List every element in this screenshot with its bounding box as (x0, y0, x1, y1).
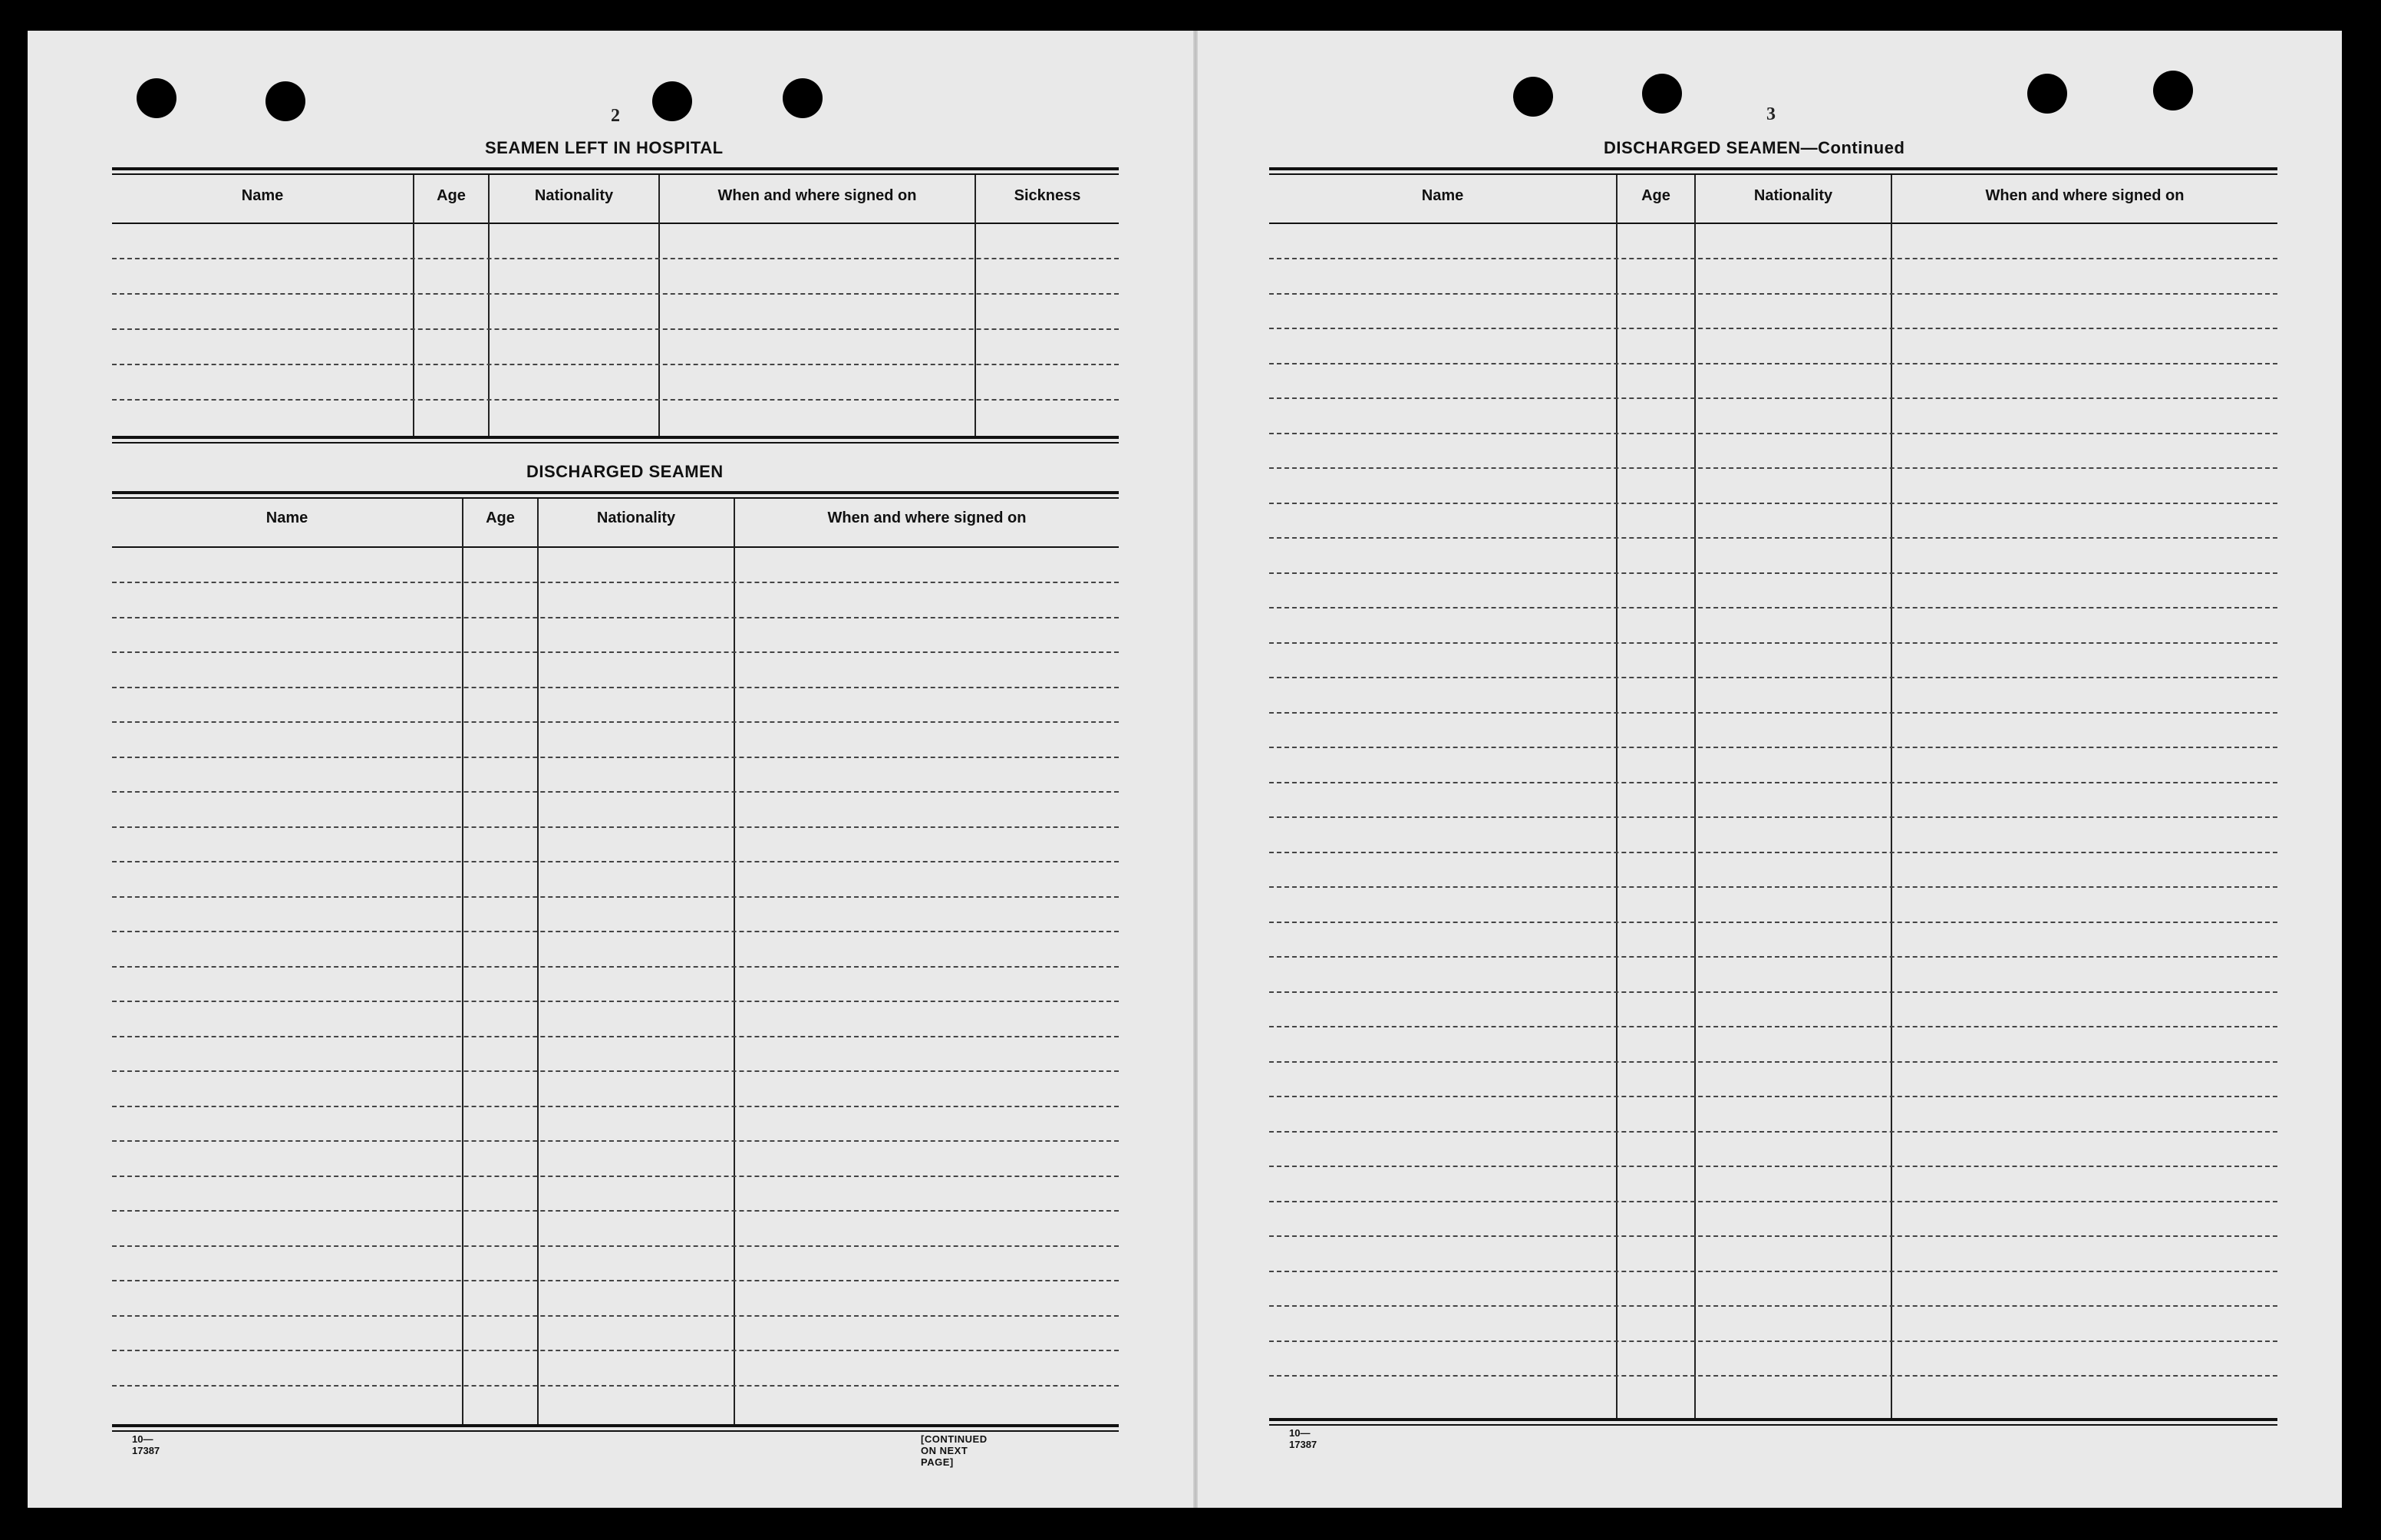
entry-line (1269, 1096, 2277, 1097)
table-top-rule (112, 497, 1119, 499)
punch-hole (137, 78, 176, 118)
table-top-rule (1269, 173, 2277, 175)
entry-line (1269, 1201, 2277, 1202)
entry-line (1269, 991, 2277, 993)
entry-line (112, 1140, 1119, 1142)
column-header-name: Name (1421, 187, 1464, 204)
entry-line (112, 617, 1119, 618)
table-bottom-rule (112, 1424, 1119, 1427)
entry-line (1269, 433, 2277, 434)
column-divider (1891, 175, 1892, 1418)
column-header-signed-on: When and where signed on (1985, 187, 2185, 204)
paper-sheet (28, 31, 2342, 1508)
form-code: 10—17387 (1289, 1427, 1317, 1450)
punch-hole (2027, 74, 2067, 114)
column-header-name: Name (265, 509, 308, 526)
entry-line (112, 1001, 1119, 1002)
table-top-rule (112, 167, 1119, 170)
punch-hole (2153, 71, 2193, 110)
entry-line (112, 582, 1119, 583)
entry-line (1269, 677, 2277, 678)
entry-line (112, 1070, 1119, 1072)
column-divider (974, 175, 976, 436)
entry-line (1269, 503, 2277, 504)
form-code: 10—17387 (132, 1433, 160, 1456)
table-bottom-rule (112, 1430, 1119, 1432)
entry-line (112, 399, 1119, 401)
entry-line (112, 293, 1119, 295)
entry-line (1269, 1340, 2277, 1342)
table-top-rule (1269, 167, 2277, 170)
table-top-rule (112, 173, 1119, 175)
entry-line (1269, 572, 2277, 574)
entry-line (112, 1210, 1119, 1212)
entry-line (1269, 642, 2277, 644)
entry-line (1269, 956, 2277, 958)
entry-line (112, 861, 1119, 862)
column-header-nationality: Nationality (596, 509, 676, 526)
entry-line (1269, 1131, 2277, 1133)
entry-line (112, 1245, 1119, 1247)
column-header-age: Age (1641, 187, 1670, 204)
page-fold (1193, 31, 1198, 1508)
entry-line (1269, 1026, 2277, 1027)
entry-line (1269, 1271, 2277, 1272)
entry-line (112, 931, 1119, 932)
header-rule (1269, 223, 2277, 224)
entry-line (112, 1106, 1119, 1107)
column-header-signed-on: When and where signed on (827, 509, 1027, 526)
entry-line (1269, 293, 2277, 295)
entry-line (1269, 258, 2277, 259)
entry-line (112, 966, 1119, 968)
entry-line (1269, 782, 2277, 783)
entry-line (112, 1350, 1119, 1351)
entry-line (1269, 1305, 2277, 1307)
column-divider (537, 499, 539, 1424)
section-title-hospital: SEAMEN LEFT IN HOSPITAL (485, 138, 724, 157)
entry-line (112, 1315, 1119, 1317)
entry-line (1269, 607, 2277, 608)
column-divider (1616, 175, 1618, 1418)
punch-hole (783, 78, 823, 118)
entry-line (1269, 537, 2277, 539)
column-divider (462, 499, 463, 1424)
entry-line (112, 328, 1119, 330)
entry-line (1269, 397, 2277, 399)
entry-line (112, 1176, 1119, 1177)
entry-line (112, 1280, 1119, 1281)
entry-line (112, 364, 1119, 365)
column-header-sickness: Sickness (1014, 187, 1081, 204)
entry-line (112, 721, 1119, 723)
punch-hole (652, 81, 692, 121)
entry-line (1269, 1235, 2277, 1237)
punch-hole (1513, 77, 1553, 117)
entry-line (112, 651, 1119, 653)
entry-line (1269, 467, 2277, 469)
table-bottom-rule (1269, 1418, 2277, 1421)
column-divider (488, 175, 490, 436)
entry-line (112, 687, 1119, 688)
entry-line (112, 757, 1119, 758)
entry-line (1269, 328, 2277, 329)
entry-line (1269, 1375, 2277, 1377)
page-number: 2 (611, 106, 620, 126)
section-title-suffix: —Continued (1800, 138, 1905, 157)
header-rule (112, 223, 1119, 224)
column-header-nationality: Nationality (1753, 187, 1833, 204)
punch-hole (265, 81, 305, 121)
section-title-main: DISCHARGED SEAMEN (1604, 138, 1801, 157)
entry-line (1269, 747, 2277, 748)
entry-line (1269, 1166, 2277, 1167)
entry-line (1269, 886, 2277, 888)
entry-line (1269, 816, 2277, 818)
section-title-discharged-continued (1604, 138, 1904, 158)
column-header-age: Age (437, 187, 466, 204)
section-title-discharged: DISCHARGED SEAMEN (526, 462, 724, 481)
punch-hole (1642, 74, 1682, 114)
table-bottom-rule (112, 442, 1119, 444)
table-bottom-rule (112, 436, 1119, 439)
entry-line (112, 258, 1119, 259)
header-rule (112, 546, 1119, 548)
entry-line (112, 1385, 1119, 1387)
column-divider (1694, 175, 1696, 1418)
entry-line (112, 896, 1119, 898)
entry-line (1269, 712, 2277, 714)
entry-line (112, 791, 1119, 793)
column-divider (413, 175, 414, 436)
table-bottom-rule (1269, 1424, 2277, 1426)
page-number: 3 (1766, 104, 1776, 124)
column-header-age: Age (486, 509, 515, 526)
column-divider (734, 499, 735, 1424)
entry-line (1269, 852, 2277, 853)
column-header-signed-on: When and where signed on (717, 187, 917, 204)
entry-line (112, 1036, 1119, 1037)
entry-line (112, 826, 1119, 828)
entry-line (1269, 1061, 2277, 1063)
table-top-rule (112, 491, 1119, 494)
column-divider (658, 175, 660, 436)
entry-line (1269, 363, 2277, 364)
continued-note: [CONTINUED ON NEXT PAGE] (921, 1433, 988, 1468)
entry-line (1269, 922, 2277, 923)
column-header-name: Name (241, 187, 284, 204)
column-header-nationality: Nationality (534, 187, 614, 204)
